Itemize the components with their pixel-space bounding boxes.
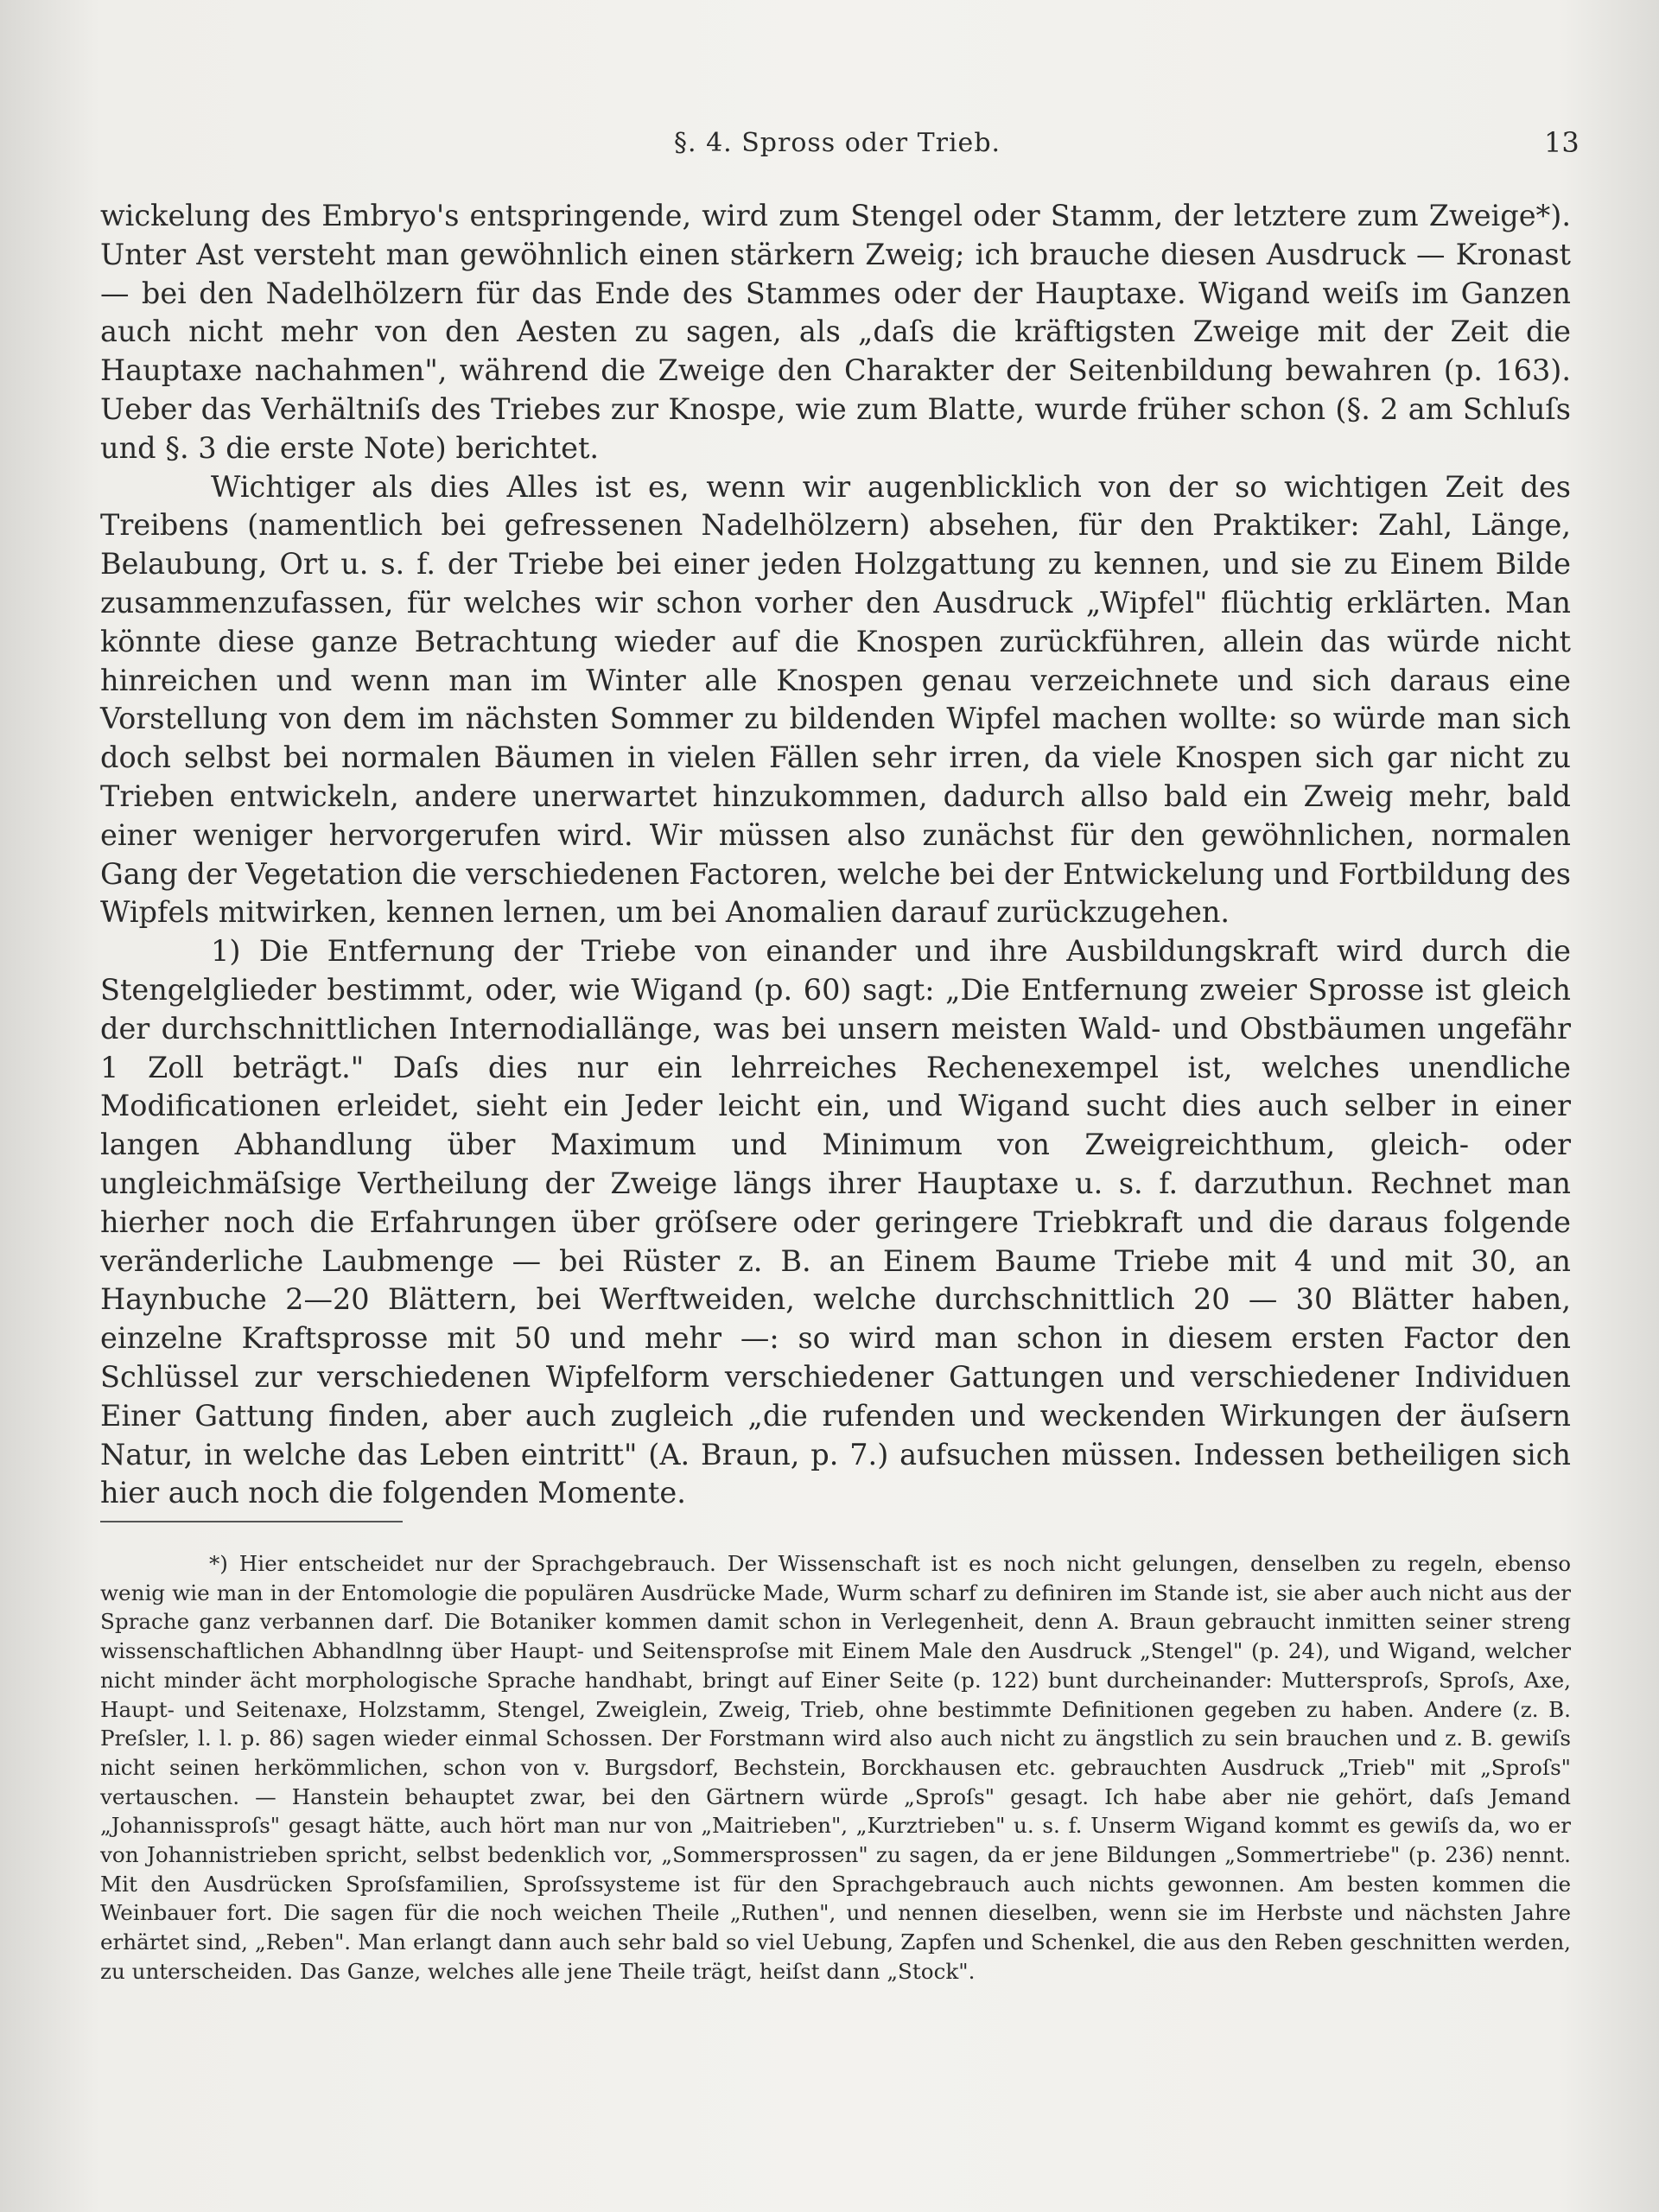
footnote-divider [100,1521,403,1522]
paragraph-2: Wichtiger als dies Alles ist es, wenn wir augenblicklich von der so wichtigen Zeit des Treibens (namentlich bei gefressenen Nadelhölzern) absehen, für den Praktiker: Zahl, Länge, Belaubung, Ort u. s. f. der Triebe bei einer jeden Holzgattung zu kennen, und sie zu Einem Bilde zusammenzufassen, für welches wir schon vorher den Ausdruck „Wipfel" flüchtig erklärten. Man könnte diese ganze Betrachtung wieder auf die Knospen zurückführen, allein das würde nicht hinreichen und wenn man im Winter alle Knospen genau verzeichnete und sich daraus eine Vorstellung von dem im nächsten Sommer zu bildenden Wipfel machen wollte: so würde man sich doch selbst bei normalen Bäumen in vielen Fällen sehr irren, da viele Knospen sich gar nicht zu Trieben entwickeln, andere unerwartet hinzukommen, dadurch allso bald ein Zweig mehr, bald einer weniger hervorgerufen wird. Wir müssen also zunächst für den gewöhnlichen, normalen Gang der Vegetation die verschiedenen Factoren, welche bei der Entwickelung und Fortbildung des Wipfels mitwirken, kennen lernen, um bei Anomalien darauf zurückzugehen. [100,469,1571,930]
page-number: 13 [1544,126,1580,159]
running-head: §. 4. Spross oder Trieb. [674,128,1001,158]
footnote [100,1549,1571,1986]
paragraph-1: wickelung des Embryo's entspringende, wird zum Stengel oder Stamm, der letztere zum Zweige*). Unter Ast versteht man gewöhnlich einen stärkern Zweig; ich brauche diesen Ausdruck — Kronast — bei den Nadelhölzern für das Ende des Stammes oder der Hauptaxe. Wigand weiſs im Ganzen auch nicht mehr von den Aesten zu sagen, als „daſs die kräftigsten Zweige mit der Zeit die Hauptaxe nachahmen", während die Zweige den Charakter der Seitenbildung bewahren (p. 163). Ueber das Verhältniſs des Triebes zur Knospe, wie zum Blatte, wurde früher schon (§. 2 am Schluſs und §. 3 die erste Note) berichtet. [100,199,1571,465]
main-text [100,197,1571,1513]
footnote-text: *) Hier entscheidet nur der Sprachgebrauch. Der Wissenschaft ist es noch nicht gelungen, denselben zu regeln, ebenso wenig wie man in der Entomologie die populären Ausdrücke Made, Wurm scharf zu definiren im Stande ist, sie aber auch nicht aus der Sprache ganz verbannen darf. Die Botaniker kommen damit schon in Verlegenheit, denn A. Braun gebraucht inmitten seiner streng wissenschaftlichen Abhandlnng über Haupt- und Seitensproſse mit Einem Male den Ausdruck „Stengel" (p. 24), und Wigand, welcher nicht minder ächt morphologische Sprache handhabt, bringt auf Einer Seite (p. 122) bunt durcheinander: Muttersproſs, Sproſs, Axe, Haupt- und Seitenaxe, Holzstamm, Stengel, Zweiglein, Zweig, Trieb, ohne bestimmte Definitionen gegeben zu haben. Andere (z. B. Preſsler, l. l. p. 86) sagen wieder einmal Schossen. Der Forstmann wird also auch nicht zu ängstlich zu sein brauchen und z. B. gewiſs nicht seinen herkömmlichen, schon von v. Burgsdorf, Bechstein, Borckhausen etc. gebrauchten Ausdruck „Trieb" mit „Sproſs" vertauschen. — Hanstein behauptet zwar, bei den Gärtnern würde „Sproſs" gesagt. Ich habe aber nie gehört, daſs Jemand „Johannissproſs" gesagt hätte, auch hört man nur von „Maitrieben", „Kurztrieben" u. s. f. Unserm Wigand kommt es gewiſs da, wo er von Johannistrieben spricht, selbst bedenklich vor, „Sommersprossen" zu sagen, da er jene Bildungen „Sommertriebe" (p. 236) nennt. Mit den Ausdrücken Sproſsfamilien, Sproſssysteme ist für den Sprachgebrauch auch nichts gewonnen. Am besten kommen die Weinbauer fort. Die sagen für die noch weichen Theile „Ruthen", und nennen dieselben, wenn sie im Herbste und nächsten Jahre erhärtet sind, „Reben". Man erlangt dann auch sehr bald so viel Uebung, Zapfen und Schenkel, die aus den Reben geschnitten werden, zu unterscheiden. Das Ganze, welches alle jene Theile trägt, heiſst dann „Stock". [100,1551,1571,1984]
paragraph-3: 1) Die Entfernung der Triebe von einander und ihre Ausbildungskraft wird durch die Stengelglieder bestimmt, oder, wie Wigand (p. 60) sagt: „Die Entfernung zweier Sprosse ist gleich der durchschnittlichen Internodiallänge, was bei unsern meisten Wald- und Obstbäumen ungefähr 1 Zoll beträgt." Daſs dies nur ein lehrreiches Rechenexempel ist, welches unendliche Modificationen erleidet, sieht ein Jeder leicht ein, und Wigand sucht dies auch selber in einer langen Abhandlung über Maximum und Minimum von Zweigreichthum, gleich- oder ungleichmäſsige Vertheilung der Zweige längs ihrer Hauptaxe u. s. f. darzuthun. Rechnet man hierher noch die Erfahrungen über gröſsere oder geringere Triebkraft und die daraus folgende veränderliche Laubmenge — bei Rüster z. B. an Einem Baume Triebe mit 4 und mit 30, an Haynbuche 2—20 Blättern, bei Werftweiden, welche durchschnittlich 20 — 30 Blätter haben, einzelne Kraftsprosse mit 50 und mehr —: so wird man schon in diesem ersten Factor den Schlüssel zur verschiedenen Wipfelform verschiedener Gattungen und verschiedener Individuen Einer Gattung finden, aber auch zugleich „die rufenden und weckenden Wirkungen der äuſsern Natur, in welche das Leben eintritt" (A. Braun, p. 7.) aufsuchen müssen. Indessen betheiligen sich hier auch noch die folgenden Momente. [100,934,1571,1510]
